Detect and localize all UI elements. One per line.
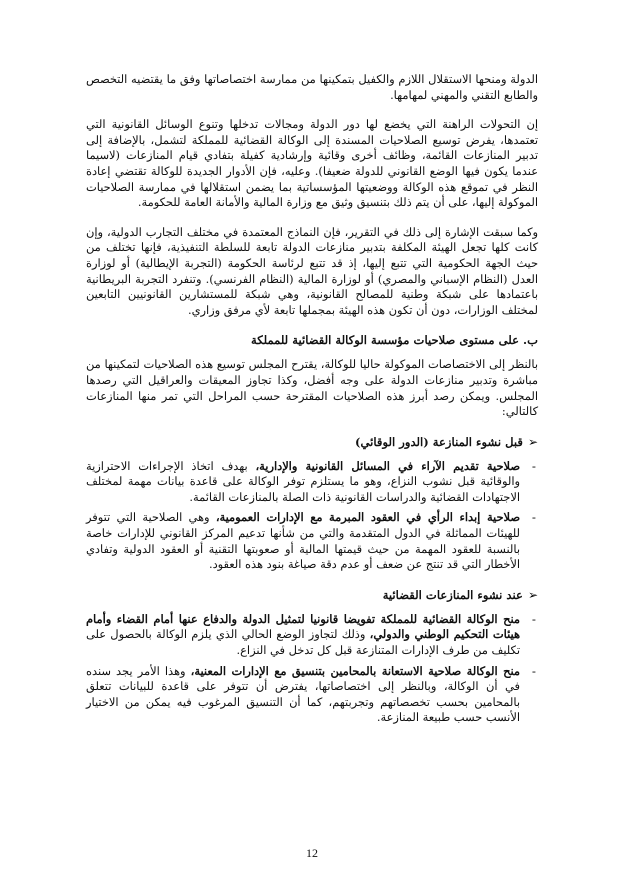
list-item [86,612,538,659]
dash-bullet-icon: - [531,611,536,626]
subsection-1-title: قبل نشوء المنازعة (الدور الوقائي) [355,434,523,449]
list-item-bold: صلاحية إبداء الرأي في العقود المبرمة مع الإدارات العمومية، [215,510,520,525]
subsection-2-title: عند نشوء المنازعات القضائية [382,587,523,602]
arrowhead-icon: ➢ [527,434,538,449]
document-body [86,72,538,731]
list-item-text: وهذا الأمر يجد سنده في أن الوكالة، وبالنظر إلى اختصاصاتها، يفترض أن تتوفر على قاعدة للبيانات تتعلق بالمحامين بحسب تخصصاتهم وتجربتهم، كما أن التنسيق المرغوب فيه يمكن من الاختيار الأنسب حسب طبيعة المنازعة. [86,663,520,725]
dash-bullet-icon: - [531,458,536,473]
list-item [86,510,538,572]
subsection-2-list [86,612,538,726]
list-item [86,664,538,726]
subsection-1-heading [86,434,538,450]
dash-bullet-icon: - [531,510,536,525]
section-b-heading: ب. على مستوى صلاحيات مؤسسة الوكالة القضائية للمملكة [250,333,538,348]
dash-bullet-icon: - [531,663,536,678]
list-item-bold: صلاحية تقديم الآراء في المسائل القانونية والإدارية، [255,458,520,473]
arrowhead-icon: ➢ [527,587,538,602]
subsection-1-list [86,459,538,573]
list-item-text: وذلك لتجاوز الوضع الحالي الذي يلزم الوكالة بالحصول على تكليف من طرف الإدارات المتنازعة قبل كل تدخل في النزاع. [86,627,520,658]
paragraph-3: وكما سبقت الإشارة إلى ذلك في التقرير، فإن النماذج المعتمدة في مختلف التجارب الدولية، وإن كانت كلها تجعل الهيئة المكلفة بتدبير منازعات الدولة تابعة للسلطة التنفيذية، فإنها تختلف من حيث الجهة الحكومية التي تتبع إليها، إذ قد تتبع لرئاسة الحكومة (التجربة الإيطالية) أو لوزارة العدل (النظام الإسباني والمصري) أو لوزارة المالية (النظام الفرنسي). وتنفرد التجربة البريطانية باعتمادها على شبكة وطنية للمصالح القانونية، وهي شبكة للمستشارين القانونيين التابعين لمختلف الوزارات، دون أن تكون هذه الهيئة بمجملها تابعة لأي مرفق وزاري. [86,224,538,317]
paragraph-2: إن التحولات الراهنة التي يخضع لها دور الدولة ومجالات تدخلها وتنوع الوسائل القانونية التي تعتمدها، يفرض توسيع الصلاحيات المسندة إلى الوكالة القضائية للمملكة لتشمل، بالإضافة إلى تدبير المنازعات القائمة، وظائف أخرى وقائية وإرشادية كفيلة بتفادي قيام المنازعات (لاسيما عندما يكون فيها الوضع القانوني للدولة ضعيفا). وعليه، فإن الأدوار الجديدة للوكالة تقتضي إعادة النظر في تموقع هذه الوكالة ووضعيتها المؤسساتية بما يضمن استقلالها في ممارسة الصلاحيات الموكولة إليها، على أن يتم ذلك بتنسيق وثيق مع وزارة المالية والأمانة العامة للحكومة. [86,117,538,210]
list-item-bold: منح الوكالة القضائية للمملكة تفويضا قانونيا لتمثيل الدولة والدفاع عنها أمام القضاء وأمام هيئات التحكيم الوطني والدولي، [86,611,520,642]
list-item-bold: منح الوكالة صلاحية الاستعانة بالمحامين بتنسيق مع الإدارات المعنية، [190,663,520,678]
section-b-intro: بالنظر إلى الاختصاصات الموكولة حاليا للوكالة، يقترح المجلس توسيع هذه الصلاحيات لتمكينها من مباشرة وتدبير منازعات الدولة على وجه أفضل، وكذا تجاوز المعيقات والعراقيل التي رصدها المجلس. ويمكن رصد أبرز هذه الصلاحيات المقترحة حسب المراحل التي تمر منها المنازعات كالتالي: [86,357,538,419]
paragraph-1: الدولة ومنحها الاستقلال اللازم والكفيل بتمكينها من ممارسة اختصاصاتها وفق ما يقتضيه التخصص والطابع التقني والمهني لمهامها. [86,72,538,102]
page-number: 12 [306,846,318,860]
list-item-text: وهي الصلاحية التي تتوفر للهيئات المماثلة في الدول المتقدمة والتي من شأنها تدعيم المركز القانوني للإدارات خاصة بالنسبة للعقود المهمة من حيث قيمتها المالية أو صعوبتها التقنية أو العقود الدولية وتفادي الأخطار التي قد تنتج عن ضعف أو عدم دقة صياغة بنود هذه العقود. [86,510,520,572]
subsection-2-heading [86,587,538,603]
list-item-text: بهدف اتخاذ الإجراءات الاحترازية والوقائية قبل نشوب النزاع، وهو ما يستلزم توفر الوكالة على قاعدة بيانات مهمة لمختلف الاجتهادات القضائية والدراسات القانونية ذات الصلة بالمنازعات القائمة. [86,458,520,504]
list-item [86,459,538,506]
